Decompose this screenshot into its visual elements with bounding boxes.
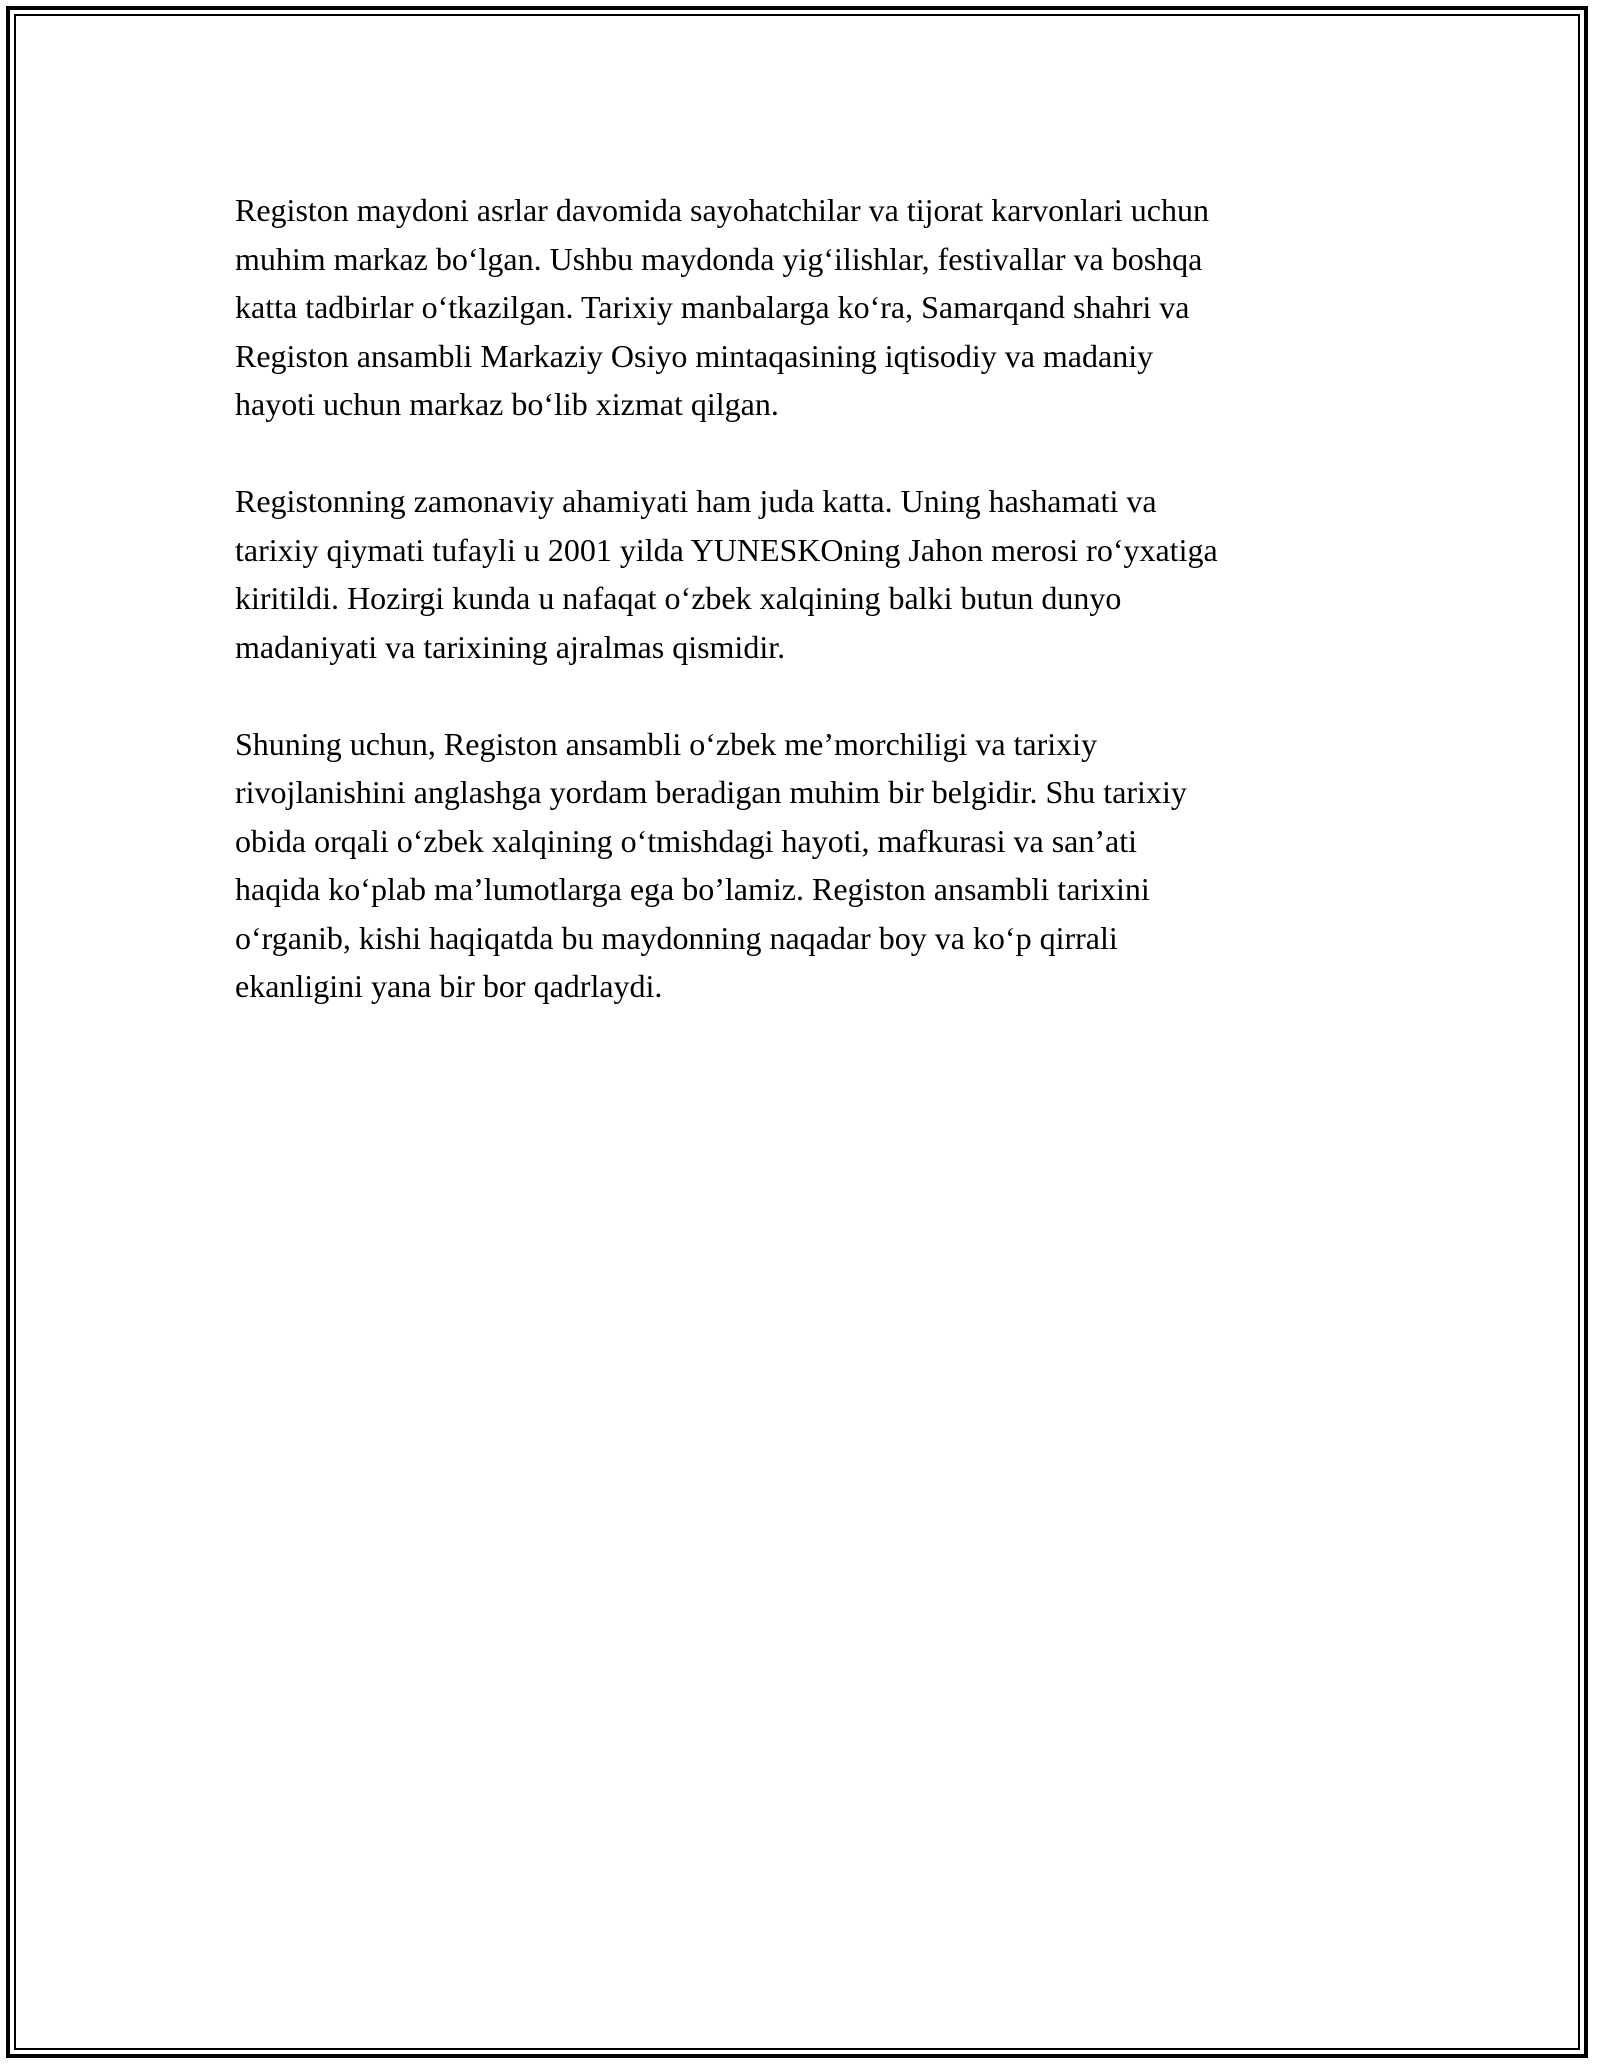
paragraph-3: Shuning uchun, Registon ansambli o‘zbek me’morchiligi va tarixiy rivojlanishini anglashga yordam beradigan muhim bir belgidir. Shu tarixiy obida orqali o‘zbek xalqining o‘tmishdagi hayoti, mafkurasi va san’ati haqida ko‘plab ma’lumotlarga ega bo’lamiz. Registon ansambli tarixini o‘rganib, kishi haqiqatda bu maydonning naqadar boy va ko‘p qirrali ekanligini yana bir bor qadrlaydi. xyxy=(235,725,1187,1004)
paragraph-2: Registonning zamonaviy ahamiyati ham juda katta. Uning hashamati va tarixiy qiymati tufayli u 2001 yilda YUNESKOning Jahon merosi ro‘yxatiga kiritildi. Hozirgi kunda u nafaqat o‘zbek xalqining balki butun dunyo madaniyati va tarixining ajralmas qismidir. xyxy=(235,483,1218,665)
paragraph-1: Registon maydoni asrlar davomida sayohatchilar va tijorat karvonlari uchun muhim markaz bo‘lgan. Ushbu maydonda yig‘ilishlar, festivallar va boshqa katta tadbirlar o‘tkazilgan. Tarixiy manbalarga ko‘ra, Samarqand shahri va Registon ansambli Markaziy Osiyo mintaqasining iqtisodiy va madaniy hayoti uchun markaz bo‘lib xizmat qilgan. xyxy=(235,192,1209,422)
document-body xyxy=(235,186,1385,1059)
